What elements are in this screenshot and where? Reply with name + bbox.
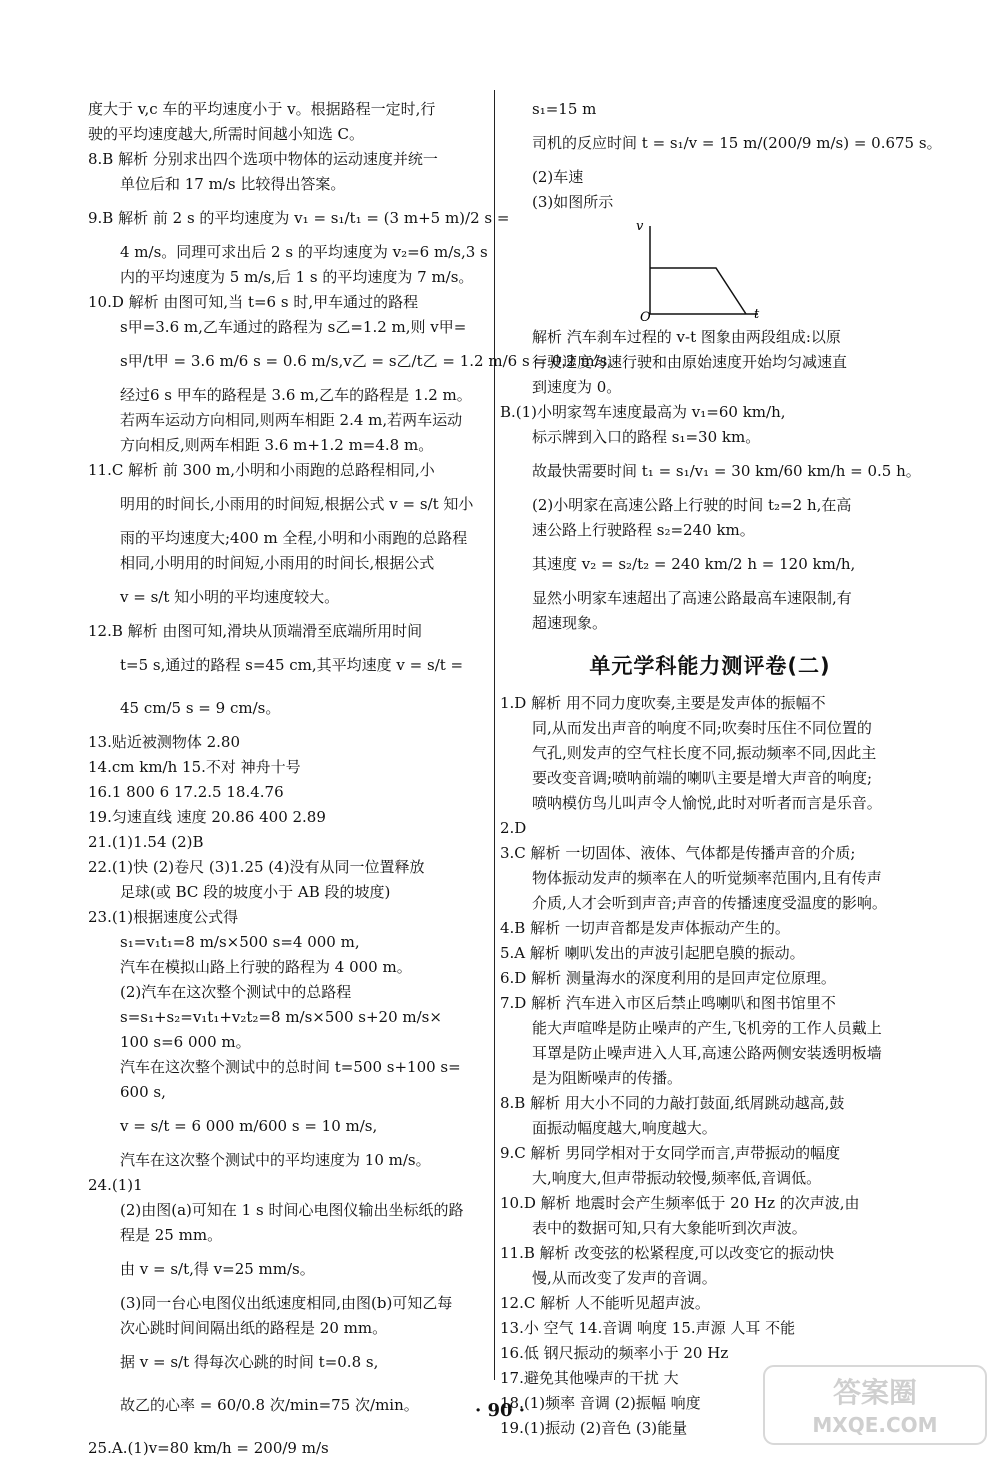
- text-line: 14.cm km/h 15.不对 神舟十号: [88, 758, 301, 776]
- text-line: 速公路上行驶路程 s₂=240 km。: [532, 521, 755, 539]
- text-line: 19.(1)振动 (2)音色 (3)能量: [500, 1419, 688, 1437]
- svg-text:MXQE.COM: MXQE.COM: [812, 1413, 938, 1437]
- text-line: 4.B 解析 一切声音都是发声体振动产生的。: [500, 919, 790, 937]
- text-line: 9.C 解析 男同学相对于女同学而言,声带振动的幅度: [500, 1144, 841, 1162]
- text-line: 程是 25 mm。: [120, 1226, 223, 1244]
- text-line: (2)汽车在这次整个测试中的总路程: [120, 983, 352, 1001]
- text-line: 若两车运动方向相同,则两车相距 2.4 m,若两车运动: [120, 411, 463, 429]
- text-line: 能大声喧哗是防止噪声的产生,飞机旁的工作人员戴上: [532, 1019, 882, 1037]
- text-line: 其速度 v₂ = s₂/t₂ = 240 km/2 h = 120 km/h,: [532, 555, 856, 573]
- text-line: (2)由图(a)可知在 1 s 时间心电图仪输出坐标纸的路: [120, 1201, 464, 1219]
- text-line: 要改变音调;喷呐前端的喇叭主要是增大声音的响度;: [532, 769, 873, 787]
- page-number: · 90 ·: [474, 1400, 526, 1421]
- text-line: 12.B 解析 由图可知,滑块从顶端滑至底端所用时间: [88, 622, 423, 640]
- text-line: s甲/t甲 = 3.6 m/6 s = 0.6 m/s,v乙 = s乙/t乙 = 1.2 m/6 s = 0.2 m/s。: [120, 352, 623, 370]
- text-line: s₁=v₁t₁=8 m/s×500 s=4 000 m,: [120, 933, 360, 951]
- text-line: 11.C 解析 前 300 m,小明和小雨跑的总路程相同,小: [88, 461, 435, 479]
- text-line: 4 m/s。同理可求出后 2 s 的平均速度为 v₂=6 m/s,3 s: [120, 243, 488, 261]
- text-line: 汽车在这次整个测试中的平均速度为 10 m/s。: [120, 1151, 431, 1169]
- text-line: 行驶速度匀速行驶和由原始速度开始均匀减速直: [532, 353, 848, 371]
- text-line: 7.D 解析 汽车进入市区后禁止鸣喇叭和图书馆里不: [500, 994, 836, 1012]
- text-line: 足球(或 BC 段的坡度小于 AB 段的坡度): [120, 883, 391, 901]
- text-line: 45 cm/5 s = 9 cm/s。: [120, 699, 281, 717]
- text-line: 面振动幅度越大,响度越大。: [532, 1119, 717, 1137]
- text-line: 23.(1)根据速度公式得: [88, 908, 239, 926]
- text-line: 6.D 解析 测量海水的深度利用的是回声定位原理。: [500, 969, 836, 987]
- text-line: s=s₁+s₂=v₁t₁+v₂t₂=8 m/s×500 s+20 m/s×: [120, 1008, 442, 1026]
- text-line: 是为阻断噪声的传播。: [532, 1069, 683, 1087]
- text-line: v = s/t = 6 000 m/600 s = 10 m/s,: [120, 1117, 378, 1135]
- origin-label: O: [640, 310, 651, 324]
- text-line: 驶的平均速度越大,所需时间越小知选 C。: [88, 125, 365, 143]
- text-line: 故最快需要时间 t₁ = s₁/v₁ = 30 km/60 km/h = 0.5 h。: [532, 462, 921, 480]
- text-line: 物体振动发声的频率在人的听觉频率范围内,且有传声: [532, 869, 882, 887]
- text-line: B.(1)小明家驾车速度最高为 v₁=60 km/h,: [500, 403, 786, 421]
- text-line: 25.A.(1)v=80 km/h = 200/9 m/s: [88, 1439, 329, 1457]
- text-line: 大,响度大,但声带振动较慢,频率低,音调低。: [532, 1169, 822, 1187]
- text-line: 次心跳时间间隔出纸的路程是 20 mm。: [120, 1319, 388, 1337]
- text-line: 介质,人才会听到声音;声音的传播速度受温度的影响。: [532, 894, 887, 912]
- text-line: (3)如图所示: [532, 193, 614, 211]
- text-line: 16.低 钢尺振动的频率小于 20 Hz: [500, 1344, 729, 1362]
- text-line: 10.D 解析 由图可知,当 t=6 s 时,甲车通过的路程: [88, 293, 419, 311]
- text-line: 100 s=6 000 m。: [120, 1033, 251, 1051]
- text-line: 17.避免其他噪声的干扰 大: [500, 1369, 679, 1387]
- text-line: 19.匀速直线 速度 20.86 400 2.89: [88, 808, 326, 826]
- text-line: 内的平均速度为 5 m/s,后 1 s 的平均速度为 7 m/s。: [120, 268, 474, 286]
- text-line: 据 v = s/t 得每次心跳的时间 t=0.8 s,: [120, 1353, 379, 1371]
- text-line: 司机的反应时间 t = s₁/v = 15 m/(200/9 m/s) = 0.675 s。: [532, 134, 942, 152]
- text-line: 12.C 解析 人不能听见超声波。: [500, 1294, 710, 1312]
- text-line: 耳罩是防止噪声进入人耳,高速公路两侧安装透明板墙: [532, 1044, 882, 1062]
- text-line: (2)小明家在高速公路上行驶的时间 t₂=2 h,在高: [532, 496, 852, 514]
- text-line: 相同,小明用的时间短,小雨用的时间长,根据公式: [120, 554, 435, 572]
- text-line: 9.B 解析 前 2 s 的平均速度为 v₁ = s₁/t₁ = (3 m+5 m)/2 s =: [88, 209, 510, 227]
- vt-graph: [500, 216, 920, 324]
- text-line: 同,从而发出声音的响度不同;吹奏时压住不同位置的: [532, 719, 872, 737]
- text-line: 13.小 空气 14.音调 响度 15.声源 人耳 不能: [500, 1319, 796, 1337]
- text-line: (2)车速: [532, 168, 584, 186]
- text-line: t=5 s,通过的路程 s=45 cm,其平均速度 v = s/t =: [120, 656, 464, 674]
- right-column: [500, 98, 942, 1442]
- text-line: 由 v = s/t,得 v=25 mm/s。: [120, 1260, 315, 1278]
- text-line: 度大于 v,c 车的平均速度小于 v。根据路程一定时,行: [88, 100, 436, 118]
- text-line: 16.1 800 6 17.2.5 18.4.76: [88, 783, 284, 801]
- svg-text:答案圈: 答案圈: [832, 1376, 918, 1409]
- text-line: 21.(1)1.54 (2)B: [88, 833, 204, 851]
- text-line: 汽车在这次整个测试中的总时间 t=500 s+100 s=: [120, 1058, 461, 1076]
- text-line: 3.C 解析 一切固体、液体、气体都是传播声音的介质;: [500, 844, 856, 862]
- text-line: 1.D 解析 用不同力度吹奏,主要是发声体的振幅不: [500, 694, 826, 712]
- text-line: 5.A 解析 喇叭发出的声波引起肥皂膜的振动。: [500, 944, 805, 962]
- text-line: 方向相反,则两车相距 3.6 m+1.2 m=4.8 m。: [120, 436, 434, 454]
- column-divider: [494, 90, 495, 1380]
- text-line: 解析 汽车刹车过程的 v-t 图象由两段组成:以原: [532, 328, 841, 346]
- text-line: 表中的数据可知,只有大象能听到次声波。: [532, 1219, 807, 1237]
- text-line: 600 s,: [120, 1083, 166, 1101]
- text-line: 故乙的心率 = 60/0.8 次/min=75 次/min。: [120, 1396, 419, 1414]
- text-line: 2.D: [500, 819, 527, 837]
- text-line: 11.B 解析 改变弦的松紧程度,可以改变它的振动快: [500, 1244, 835, 1262]
- watermark-logo: [760, 1360, 990, 1450]
- text-line: v = s/t 知小明的平均速度较大。: [120, 588, 340, 606]
- text-line: 雨的平均速度大;400 m 全程,小明和小雨跑的总路程: [120, 529, 468, 547]
- x-axis-label: t: [754, 307, 760, 322]
- text-line: 标示牌到入口的路程 s₁=30 km。: [532, 428, 761, 446]
- text-line: 8.B 解析 用大小不同的力敲打鼓面,纸屑跳动越高,鼓: [500, 1094, 845, 1112]
- text-line: 8.B 解析 分别求出四个选项中物体的运动速度并统一: [88, 150, 438, 168]
- velocity-curve: [650, 268, 746, 314]
- text-line: 汽车在模拟山路上行驶的路程为 4 000 m。: [120, 958, 412, 976]
- text-line: 22.(1)快 (2)卷尺 (3)1.25 (4)没有从同一位置释放: [88, 858, 425, 876]
- text-line: 慢,从而改变了发声的音调。: [532, 1269, 717, 1287]
- text-line: 超速现象。: [532, 614, 608, 632]
- y-axis-label: v: [636, 219, 644, 234]
- text-line: 显然小明家车速超出了高速公路最高车速限制,有: [532, 589, 852, 607]
- text-line: s₁=15 m: [532, 100, 597, 118]
- text-line: 13.贴近被测物体 2.80: [88, 733, 241, 751]
- text-line: 经过6 s 甲车的路程是 3.6 m,乙车的路程是 1.2 m。: [120, 386, 472, 404]
- text-line: 到速度为 0。: [532, 378, 622, 396]
- text-line: 喷呐模仿鸟儿叫声令人愉悦,此时对听者而言是乐音。: [532, 794, 882, 812]
- text-line: 单位后和 17 m/s 比较得出答案。: [120, 175, 346, 193]
- text-line: 10.D 解析 地震时会产生频率低于 20 Hz 的次声波,由: [500, 1194, 860, 1212]
- text-line: 明用的时间长,小雨用的时间短,根据公式 v = s/t 知小: [120, 495, 474, 513]
- text-line: s甲=3.6 m,乙车通过的路程为 s乙=1.2 m,则 v甲=: [120, 318, 467, 336]
- text-line: 18.(1)频率 音调 (2)振幅 响度: [500, 1394, 701, 1412]
- text-line: 气孔,则发声的空气柱长度不同,振动频率不同,因此主: [532, 744, 877, 762]
- text-line: (3)同一台心电图仪出纸速度相同,由图(b)可知乙每: [120, 1294, 453, 1312]
- section-title: 单元学科能力测评卷(二): [589, 654, 831, 678]
- text-line: 24.(1)1: [88, 1176, 143, 1194]
